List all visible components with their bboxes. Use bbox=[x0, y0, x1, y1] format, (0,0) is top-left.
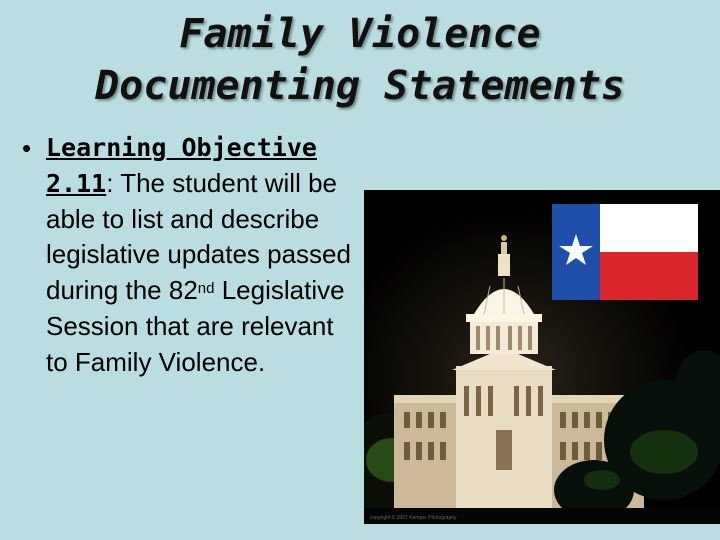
capitol-photo bbox=[364, 190, 720, 524]
title-line-2: Documenting Statements bbox=[95, 63, 625, 109]
photo-credit: copyright © 2007 Kemper Photography bbox=[370, 515, 457, 521]
bullet-item bbox=[22, 130, 352, 381]
colon: : bbox=[106, 167, 114, 198]
ordinal-superscript: nd bbox=[197, 280, 215, 298]
learning-objective-label: Learning Objective 2.11 bbox=[46, 133, 317, 198]
texas-flag-icon bbox=[552, 204, 698, 300]
capitol-illustration bbox=[364, 190, 720, 524]
objective-text-part2: Legislative Session that are relevant to Family Violence. bbox=[46, 275, 345, 377]
bullet-text bbox=[46, 130, 352, 381]
objective-text-part1: The student will be able to list and describe legislative updates passed during the 82 bbox=[46, 167, 351, 306]
slide-title bbox=[0, 8, 720, 112]
title-line-1: Family Violence bbox=[179, 11, 541, 57]
bullet-marker: • bbox=[22, 133, 32, 163]
